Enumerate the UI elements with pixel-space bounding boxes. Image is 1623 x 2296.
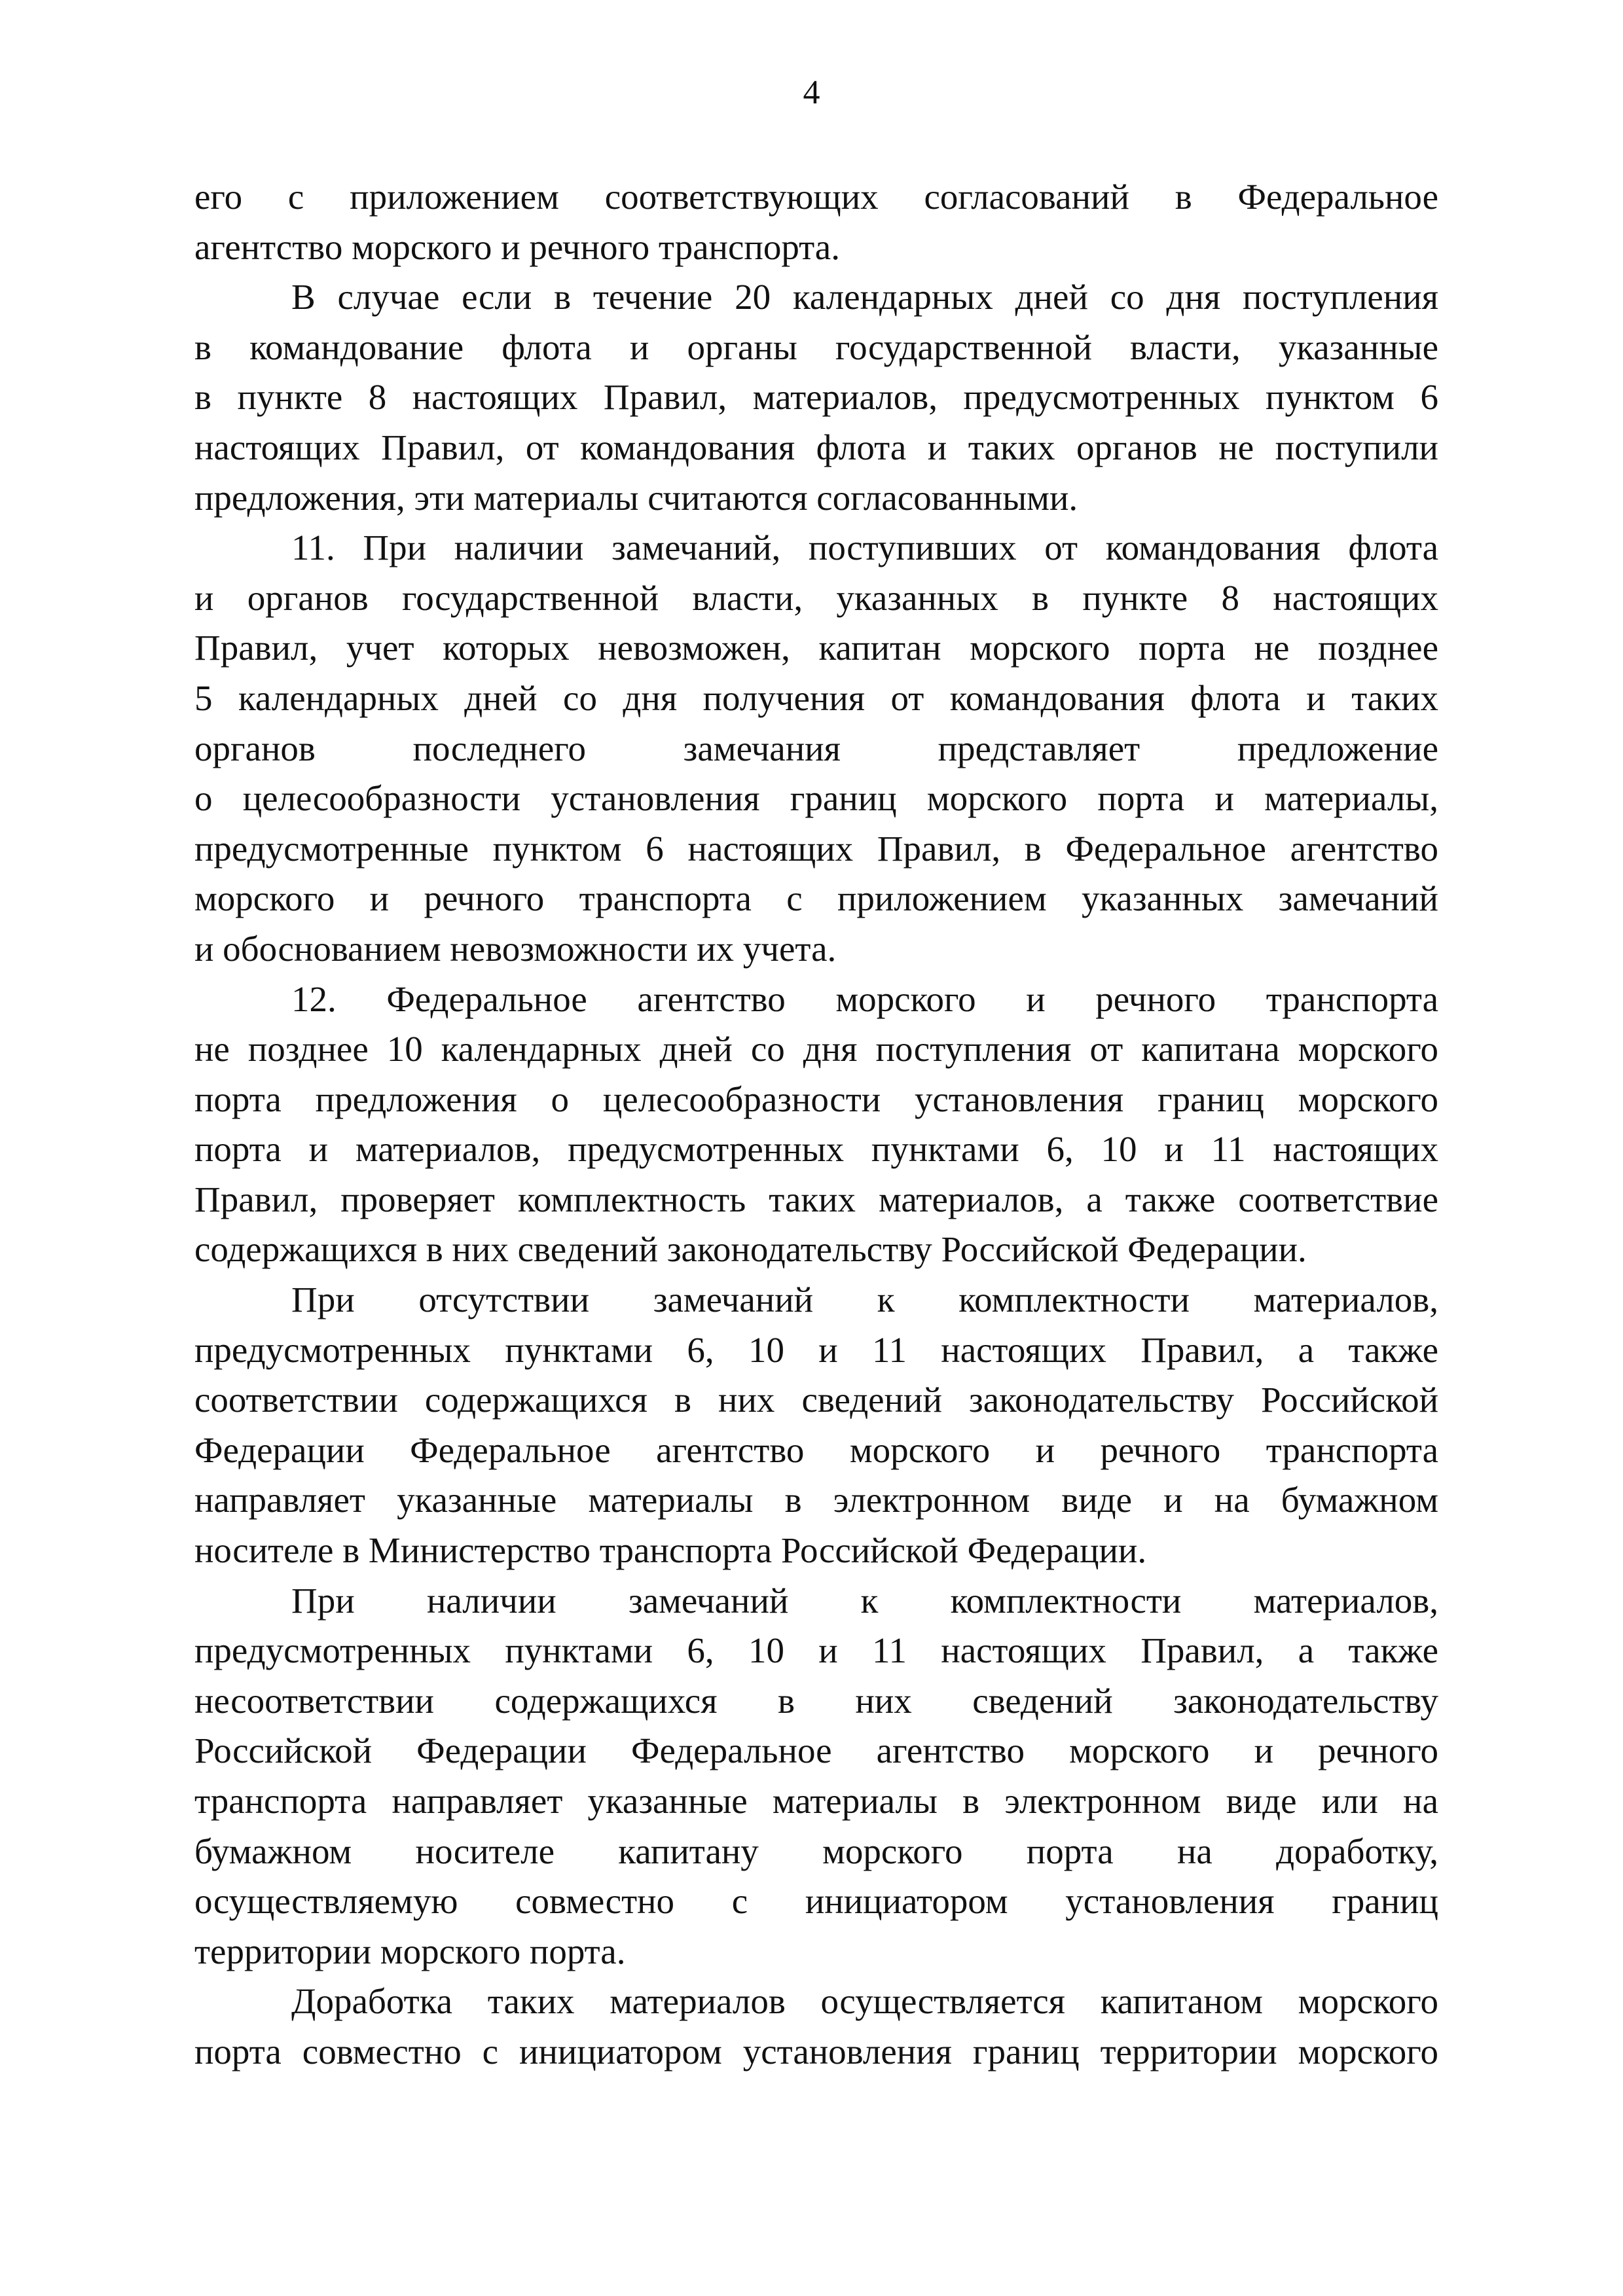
text-line: в командование флота и органы государственной власти, указанные (194, 327, 1438, 367)
text-line: и обоснованием невозможности их учета. (194, 928, 837, 969)
text-line: осуществляемую совместно с инициатором установления границ (194, 1881, 1438, 1922)
text-line: порта и материалов, предусмотренных пунктами 6, 10 и 11 настоящих (194, 1129, 1438, 1170)
paragraph-1 (194, 172, 1438, 272)
text-line: носителе в Министерство транспорта Российской Федерации. (194, 1530, 1147, 1571)
text-line: о целесообразности установления границ морского порта и материалы, (194, 778, 1438, 819)
text-line: При наличии замечаний к комплектности материалов, (291, 1580, 1438, 1621)
text-line: порта предложения о целесообразности установления границ морского (194, 1079, 1438, 1119)
text-line: органов последнего замечания представляет предложение (194, 728, 1438, 768)
text-line: предусмотренных пунктами 6, 10 и 11 настоящих Правил, а также (194, 1329, 1438, 1370)
text-line: 11. При наличии замечаний, поступивших от командования флота (291, 528, 1438, 568)
text-line: Российской Федерации Федеральное агентство морского и речного (194, 1731, 1438, 1771)
paragraph-rework (194, 1977, 1438, 2077)
text-line: Правил, учет которых невозможен, капитан морского порта не позднее (194, 628, 1438, 668)
document-body (194, 172, 1438, 2077)
text-line: Правил, проверяет комплектность таких материалов, а также соответствие (194, 1179, 1438, 1219)
text-line: в пункте 8 настоящих Правил, материалов, предусмотренных пунктом 6 (194, 377, 1438, 418)
paragraph-11 (194, 523, 1438, 974)
text-line: предусмотренные пунктом 6 настоящих Правил, в Федеральное агентство (194, 828, 1438, 869)
page-number: 4 (803, 74, 820, 111)
text-line: предложения, эти материалы считаются согласованными. (194, 477, 1078, 518)
text-line: Доработка таких материалов осуществляется капитаном морского (291, 1981, 1438, 2022)
text-line: 12. Федеральное агентство морского и речного транспорта (291, 978, 1438, 1019)
text-line: не позднее 10 календарных дней со дня поступления от капитана морского (194, 1029, 1438, 1069)
paragraph-2 (194, 272, 1438, 523)
text-line: и органов государственной власти, указанных в пункте 8 настоящих (194, 577, 1438, 618)
paragraph-12 (194, 975, 1438, 1276)
text-line: соответствии содержащихся в них сведений законодательству Российской (194, 1380, 1438, 1420)
text-line: территории морского порта. (194, 1931, 626, 1971)
text-line: порта совместно с инициатором установления границ территории морского (194, 2031, 1438, 2072)
text-line: агентство морского и речного транспорта. (194, 226, 840, 267)
text-line: морского и речного транспорта с приложением указанных замечаний (194, 878, 1438, 919)
text-line: транспорта направляет указанные материалы в электронном виде или на (194, 1781, 1438, 1821)
text-line: направляет указанные материалы в электронном виде и на бумажном (194, 1480, 1438, 1520)
text-line: содержащихся в них сведений законодательству Российской Федерации. (194, 1229, 1307, 1270)
text-line: бумажном носителе капитану морского порта на доработку, (194, 1831, 1438, 1871)
text-line: его с приложением соответствующих согласований в Федеральное (194, 177, 1438, 217)
text-line: настоящих Правил, от командования флота и таких органов не поступили (194, 427, 1438, 467)
text-line: несоответствии содержащихся в них сведений законодательству (194, 1680, 1438, 1721)
paragraph-no-remarks (194, 1275, 1438, 1576)
text-line: Федерации Федеральное агентство морского и речного транспорта (194, 1429, 1438, 1470)
text-line: В случае если в течение 20 календарных дней со дня поступления (291, 277, 1438, 317)
text-line: При отсутствии замечаний к комплектности материалов, (291, 1280, 1438, 1320)
paragraph-with-remarks (194, 1576, 1438, 1977)
text-line: 5 календарных дней со дня получения от командования флота и таких (194, 677, 1438, 718)
text-line: предусмотренных пунктами 6, 10 и 11 настоящих Правил, а также (194, 1630, 1438, 1671)
